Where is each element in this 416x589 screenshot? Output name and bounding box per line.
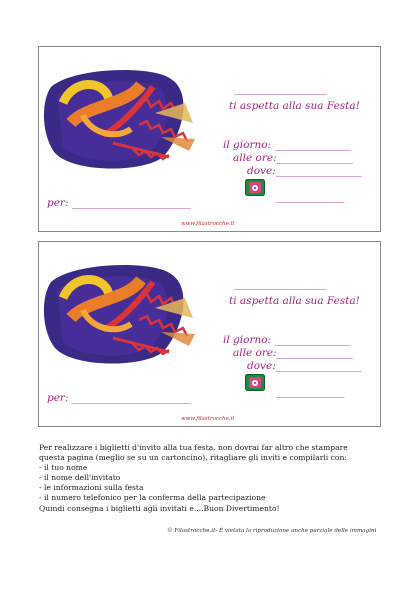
time-line: alle ore:________________ <box>233 347 353 359</box>
guest-name-line: per: _________________________ <box>47 392 191 404</box>
place-line: dove:__________________ <box>247 360 362 372</box>
guest-name-line: per: _________________________ <box>47 197 191 209</box>
phone-line: _________________ <box>276 193 344 203</box>
instruction-line: - le informazioni sulla festa <box>39 483 144 493</box>
day-line: il giorno: ________________ <box>223 139 351 151</box>
instruction-line: Quindi consegna i biglietti agli invitati e....Buon Divertimento! <box>39 503 280 513</box>
telephone-icon <box>245 374 265 391</box>
instruction-line: - il nome dell'invitato <box>39 473 121 483</box>
invite-message: ti aspetta alla sua Festa! <box>229 100 360 112</box>
instruction-line: Per realizzare i biglietti d'invito alla tua festa, non dovrai far altro che stampare <box>39 443 348 452</box>
invitation-card-1 <box>38 46 381 232</box>
instruction-line: - il numero telefonico per la conferma della partecipazione <box>39 493 266 503</box>
party-horn-illustration <box>43 65 209 175</box>
party-horn-illustration <box>43 260 209 370</box>
place-line: dove:__________________ <box>247 165 362 177</box>
website-credit: www.filastrocche.it <box>181 221 235 227</box>
instructions-text <box>39 443 389 514</box>
invitation-card-2 <box>38 241 381 427</box>
host-name-line: _______________________ <box>234 280 326 290</box>
telephone-icon <box>245 179 265 196</box>
copyright-notice: © Filastrocche.it- È vietata la riproduzione anche parziale delle immagini <box>167 528 377 534</box>
day-line: il giorno: ________________ <box>223 334 351 346</box>
instruction-line: questa pagina (meglio se su un cartoncino), ritagliare gli inviti e compilarli con: <box>39 453 347 463</box>
invite-message: ti aspetta alla sua Festa! <box>229 295 360 307</box>
phone-line: _________________ <box>276 388 344 398</box>
time-line: alle ore:________________ <box>233 152 353 164</box>
instruction-line: - il tuo nome <box>39 463 88 473</box>
website-credit: www.filastrocche.it <box>181 416 235 422</box>
host-name-line: _______________________ <box>234 85 326 95</box>
